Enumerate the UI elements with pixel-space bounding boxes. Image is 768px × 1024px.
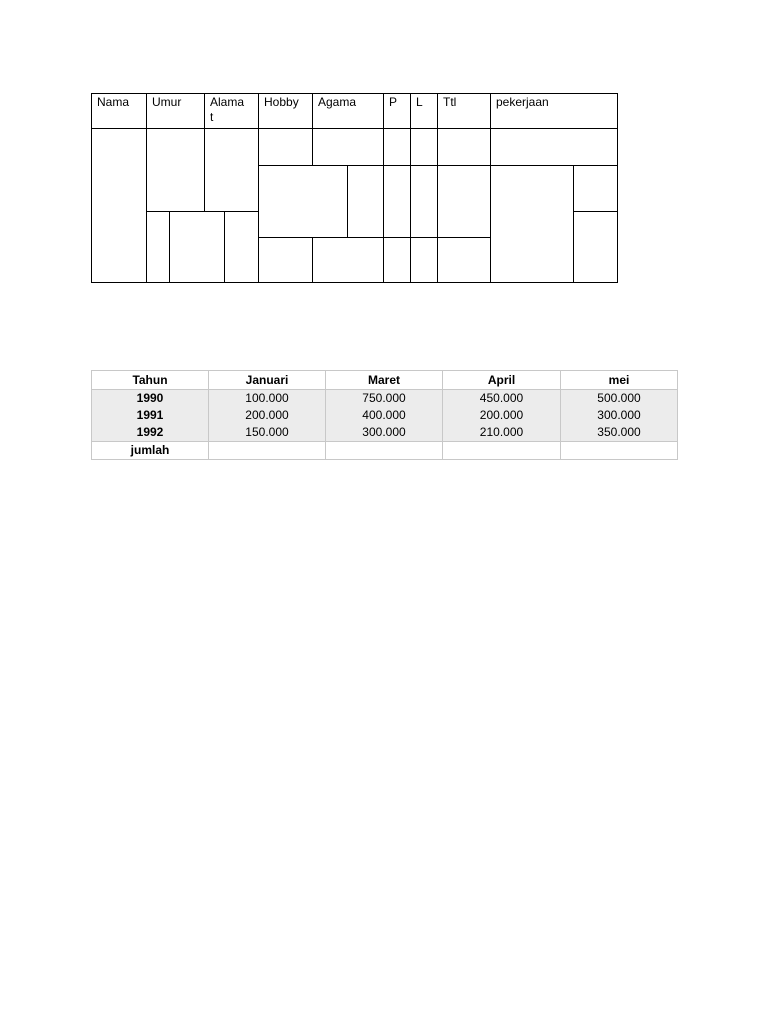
table-cell: 350.000 <box>561 424 678 442</box>
table-cell: 750.000 <box>326 390 443 408</box>
header-l: L <box>416 95 423 109</box>
yearly-data-table <box>91 370 678 460</box>
table-row <box>92 407 678 424</box>
table-row <box>92 424 678 442</box>
table-footer-row <box>92 442 678 460</box>
table-cell: 100.000 <box>209 390 326 408</box>
grid-line <box>224 211 225 283</box>
grid-line <box>258 93 259 283</box>
grid-line <box>383 93 384 283</box>
table-cell: 150.000 <box>209 424 326 442</box>
grid-line <box>573 165 574 283</box>
grid-line <box>91 128 618 129</box>
header-ttl: Ttl <box>443 95 457 109</box>
grid-line <box>347 165 348 237</box>
column-header-januari: Januari <box>209 371 326 390</box>
column-header-april: April <box>443 371 561 390</box>
grid-border-top <box>91 93 618 94</box>
header-umur: Umur <box>152 95 182 109</box>
table-header-row <box>92 371 678 390</box>
header-p: P <box>389 95 398 109</box>
grid-border-right <box>617 93 618 283</box>
grid-line <box>258 165 618 166</box>
grid-line <box>146 93 147 283</box>
row-year: 1990 <box>92 390 209 408</box>
table-cell: 300.000 <box>326 424 443 442</box>
grid-line <box>169 211 170 283</box>
table-cell <box>209 442 326 460</box>
grid-border-left <box>91 93 92 283</box>
grid-line <box>146 211 258 212</box>
header-hobby: Hobby <box>264 95 299 109</box>
table-cell: 210.000 <box>443 424 561 442</box>
column-header-maret: Maret <box>326 371 443 390</box>
row-label-jumlah: jumlah <box>92 442 209 460</box>
grid-line <box>573 211 618 212</box>
table-cell: 500.000 <box>561 390 678 408</box>
grid-line <box>312 93 313 165</box>
grid-line <box>258 237 490 238</box>
table-cell: 300.000 <box>561 407 678 424</box>
table-cell <box>443 442 561 460</box>
header-agama: Agama <box>318 95 357 109</box>
table-cell: 450.000 <box>443 390 561 408</box>
row-year: 1992 <box>92 424 209 442</box>
header-alamat: Alama t <box>210 95 245 124</box>
column-header-tahun: Tahun <box>92 371 209 390</box>
row-year: 1991 <box>92 407 209 424</box>
table-cell: 400.000 <box>326 407 443 424</box>
header-nama: Nama <box>97 95 130 109</box>
grid-line <box>312 237 313 283</box>
grid-line <box>204 93 205 211</box>
layout-grid-table <box>91 93 617 283</box>
table-cell: 200.000 <box>443 407 561 424</box>
grid-line <box>437 93 438 283</box>
header-pekerjaan: pekerjaan <box>496 95 549 109</box>
column-header-mei: mei <box>561 371 678 390</box>
table-cell <box>326 442 443 460</box>
table-row <box>92 390 678 408</box>
table-cell: 200.000 <box>209 407 326 424</box>
grid-border-bottom <box>91 282 618 283</box>
grid-line <box>490 93 491 283</box>
grid-line <box>410 93 411 283</box>
table-cell <box>561 442 678 460</box>
